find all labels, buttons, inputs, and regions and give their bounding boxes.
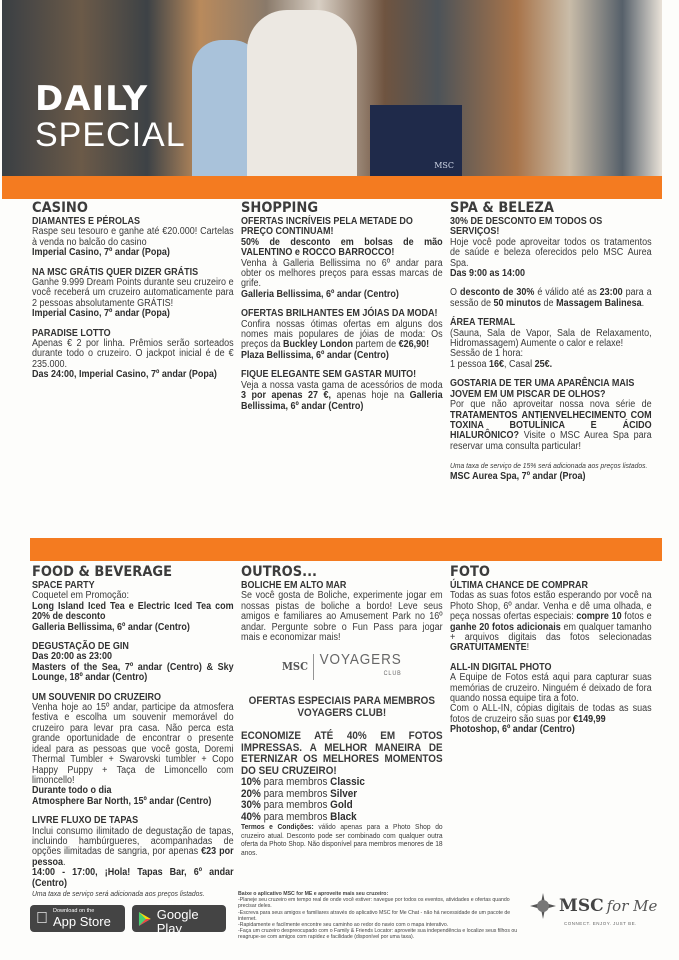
bold-segment: Massagem Balinesa: [556, 297, 642, 309]
text-segment: apenas hoje na: [331, 390, 410, 402]
text-segment: Sessão de 1 hora:: [450, 348, 524, 360]
text-segment: Confira nossas ótimas ofertas em alguns dos nomes mais populares de jóias de moda: Os preços da: [241, 318, 443, 351]
text-segment: Veja a nossa vasta gama de acessórios de moda: [241, 379, 443, 391]
offer-text: [241, 290, 443, 300]
offer-item: [450, 379, 652, 452]
offer-heading: OFERTAS INCRÍVEIS PELA METADE DO PREÇO CONTINUAM!: [241, 216, 413, 238]
offer-item: [450, 581, 652, 654]
bold-segment: Durante todo o dia: [32, 785, 112, 797]
section-outros: [241, 565, 443, 857]
hero-photo: [2, 0, 662, 176]
offer-heading: PARADISE LOTTO: [32, 327, 111, 339]
offer-item: [32, 268, 234, 320]
text-segment: Coquetel em Promoção:: [32, 590, 130, 602]
bold-segment: ganhe 20 fotos adicionais: [450, 621, 561, 633]
offer-heading: ALL-IN DIGITAL PHOTO: [450, 661, 552, 673]
tier-percent: 20%: [241, 787, 261, 800]
woman-figure: [247, 10, 357, 176]
app-info-title: Baixe o aplicativo MSC for ME e aproveite mais seu cruzeiro:: [238, 891, 389, 897]
tier-name: Classic: [330, 776, 365, 789]
text-segment: fotos e: [621, 611, 652, 623]
apple-icon: [36, 910, 48, 928]
bold-segment: compre 10: [576, 611, 622, 623]
offer-text: [450, 238, 652, 269]
offer-text: [450, 704, 652, 725]
terms-text: válido apenas para a Photo Shop do cruzeiro atual. Desconto pode ser combinado com qualquer outra oferta da Photo Shop. Não disponível para membros menores de 18 anos.: [241, 822, 443, 857]
section-title: SHOPPING: [241, 200, 319, 216]
title-special: SPECIAL: [35, 116, 186, 154]
offer-item: [241, 370, 443, 412]
bold-segment: Long Island Iced Tea e Electric Iced Tea com 20% de desconto: [32, 600, 234, 623]
orange-band-top: [2, 176, 662, 199]
offer-heading: DEGUSTAÇÃO DE GIN: [32, 641, 129, 653]
offer-item: [32, 329, 234, 381]
offer-text: [450, 472, 652, 482]
offer-item: [32, 642, 234, 684]
offer-heading: NA MSC GRÁTIS QUER DIZER GRÁTIS: [32, 266, 199, 278]
tier-percent: 40%: [241, 810, 261, 823]
logo-voyagers: [320, 653, 402, 681]
bag-brand: MSC: [434, 161, 454, 170]
tier-label: para membros: [263, 787, 328, 800]
offer-text: [450, 329, 652, 350]
msc-for-me-logo: [530, 893, 660, 926]
bold-segment: Galleria Bellissima, 6º andar (Centro): [241, 288, 399, 300]
section-title: FOOD & BEVERAGE: [32, 564, 173, 580]
offer-text: [450, 591, 652, 653]
bold-segment: GRATUITAMENTE: [450, 642, 527, 654]
text-segment: Inclui consumo ilimitado de degustação de tapas, incluindo hambúrgueres, acompanhadas de opções ilimitadas de sangria, por apenas: [32, 825, 234, 858]
section-title: OUTROS...: [241, 564, 318, 580]
text-segment: O: [450, 287, 460, 299]
bold-segment: 14:00 - 17:00, ¡Hola! Tapas Bar, 6º andar (Centro): [32, 867, 234, 889]
italic-note: Uma taxa de serviço será adicionada aos preços listados.: [32, 888, 205, 898]
bold-segment: Das 9:00 as 14:00: [450, 268, 526, 280]
text-segment: A Equipe de Fotos está aqui para capturar suas memórias de cruzeiro. Ninguém é deixado de fora quando nossa equipe tira a foto.: [450, 672, 652, 705]
bold-segment: €23 por pessoa: [32, 846, 234, 868]
tier-name: Silver: [330, 787, 358, 800]
offer-heading: DIAMANTES E PÉROLAS: [32, 216, 141, 227]
italic-note: Uma taxa de serviço de 15% será adicionada aos preços listados.: [450, 461, 648, 471]
bold-segment: 23:00: [599, 287, 623, 299]
text-segment: Apenas € 2 por linha. Prêmios serão sorteados durante todo o cruzeiro. O jackpot inicial é de € 235.000.: [32, 338, 234, 370]
offer-item: [32, 581, 234, 633]
bold-segment: Plaza Bellissima, 6º andar (Centro): [241, 349, 389, 361]
logo-club: CLUB: [383, 671, 402, 678]
text-segment: Se você gosta de Boliche, experimente jogar em nossas pistas de boliche a bordo! Leve seus amigos e familiares ao Amusement Park no 16º andar. Pergunte sobre o Fun Pass para jogar mais e economizar mais!: [241, 590, 443, 644]
offer-text: [32, 797, 234, 807]
offer-heading: BOLICHE EM ALTO MAR: [241, 580, 347, 591]
bold-segment: €149,99: [573, 713, 606, 725]
bold-segment: Das 20:00 as 23:00: [32, 651, 113, 663]
voyagers-club-logo: [241, 653, 443, 681]
app-info-line: -Escreva para seus amigos e familiares através do aplicativo MSC for Me Chat - não há necessidade de um pacote de internet.: [238, 909, 511, 922]
tier-name: Gold: [330, 799, 353, 812]
offer-text: [32, 663, 234, 684]
offer-item: [450, 663, 652, 736]
tier-percent: 10%: [241, 776, 261, 789]
section-title: SPA & BELEZA: [450, 200, 554, 216]
offer-heading: LIVRE FLUXO DE TAPAS: [32, 815, 139, 827]
google-play-button[interactable]: [132, 901, 226, 936]
bold-segment: 50 minutos: [493, 297, 542, 309]
text-segment: Venha à Galleria Bellissima no 6º andar para obter os melhores preços para essas marcas de grife.: [241, 257, 443, 290]
offer-item: [450, 217, 652, 279]
tier-label: para membros: [263, 776, 328, 789]
text-segment: 1 pessoa: [450, 358, 490, 370]
tier-percent: 30%: [241, 799, 261, 812]
bold-segment: Buckley London: [283, 339, 354, 351]
offer-text: [32, 827, 234, 869]
offer-item: [32, 816, 234, 899]
offer-text: [32, 227, 234, 248]
section-spa: [450, 201, 652, 491]
text-segment: Todas as suas fotos estão esperando por você na Photo Shop, 6º andar. Venha e dê uma olhada, e peça nossas ofertas especiais:: [450, 590, 652, 623]
logo-msc: MSC: [559, 896, 604, 916]
terms-label: Termos e Condições:: [241, 822, 314, 832]
app-store-button[interactable]: [30, 905, 125, 932]
offer-text: [32, 278, 234, 309]
bold-segment: Photoshop, 6º andar (Centro): [450, 724, 575, 736]
offer-text: [450, 269, 652, 279]
bold-segment: €26,90!: [398, 339, 430, 351]
offer-text: [241, 351, 443, 361]
text-segment: Raspe seu tesouro e ganhe até €20.000! Cartelas à venda no balcão do casino: [32, 226, 234, 248]
terms: [241, 823, 443, 857]
offer-text: [32, 370, 234, 380]
shopping-bag: [370, 105, 462, 176]
text-segment: em qualquer tamanho + arquivos digitais das fotos selecionadas: [450, 621, 652, 644]
google-play-large: Google Play: [156, 907, 199, 936]
app-store-large: App Store: [41, 914, 99, 929]
bold-segment: Atmosphere Bar North, 15º andar (Centro): [32, 795, 212, 807]
offer-text: [32, 868, 234, 889]
app-store-small: Download on the: [41, 908, 83, 914]
app-info-line: -Planeje seu cruzeiro em tempo real de onde você estiver: navegue por todos os eventos, atividades e ofertas quando precisar deles.: [238, 897, 510, 910]
section-title: CASINO: [32, 200, 88, 216]
offer-text: [241, 238, 443, 259]
text-segment: de: [541, 297, 557, 309]
section-casino: [32, 201, 234, 390]
offer-text: [241, 381, 443, 412]
offer-text: [450, 288, 652, 309]
offer-item: [241, 581, 443, 643]
offer-heading: FIQUE ELEGANTE SEM GASTAR MUITO!: [241, 369, 417, 381]
tier-label: para membros: [263, 799, 328, 812]
tier-name: Black: [330, 810, 357, 823]
tier-label: para membros: [263, 810, 328, 823]
offer-heading: UM SOUVENIR DO CRUZEIRO: [32, 691, 162, 703]
offer-text: [32, 602, 234, 623]
offer-text: [32, 623, 234, 633]
text-segment: Hoje você pode aproveitar todos os tratamentos de saúde e beleza oferecidos pelo MSC Aurea Spa.: [450, 236, 652, 269]
bold-segment: MSC Aurea Spa, 7º andar (Proa): [450, 470, 586, 482]
bold-segment: TRATAMENTOS ANTIENVELHECIMENTO COM TOXINA BOTULÍNICA E ÁCIDO HIALURÔNICO?: [450, 409, 652, 442]
section-shopping: [241, 201, 443, 421]
offer-text: [450, 360, 652, 370]
bold-segment: 50% de desconto em bolsas de mão VALENTINO e ROCCO BARROCCO!: [241, 236, 443, 259]
bold-segment: 25€.: [534, 358, 553, 370]
logo-voyagers-name: VOYAGERS: [319, 651, 402, 669]
text-segment: , Casal: [504, 358, 535, 370]
offer-item: [450, 318, 652, 370]
section-title: FOTO: [450, 564, 491, 580]
offer-item: [241, 309, 443, 361]
text-segment: (Sauna, Sala de Vapor, Sala de Relaxamento, Hidromassagem) Aumente o calor e relaxe!: [450, 327, 652, 350]
app-info-line: -Faça um cruzeiro despreocupado com o Family & Friends Locator: aproveite sua independência e localize seus filhos ou reagrupe-se com amigos com rapidez e facilidade (disponível por uma taxa).: [238, 928, 518, 941]
logo-tagline: CONNECT. ENJOY. JUST BE.: [564, 921, 637, 926]
text-segment: Com o ALL-IN, cópias digitais de todas as suas fotos de cruzeiro são suas por: [450, 703, 652, 725]
offer-text: [450, 725, 652, 735]
section-foto: [450, 565, 652, 745]
offer-text: [32, 703, 234, 786]
offer-text: [32, 339, 234, 370]
bold-segment: Galleria Bellissima, 6º andar (Centro): [32, 621, 190, 633]
offer-heading: ÚLTIMA CHANCE DE COMPRAR: [450, 580, 588, 591]
offer-text: [32, 889, 234, 899]
bold-segment: Masters of the Sea, 7º andar (Centro) & Sky Lounge, 18º andar (Centro): [32, 661, 234, 684]
voyagers-headline: ECONOMIZE ATÉ 40% EM FOTOS IMPRESSAS. A MELHOR MANEIRA DE ETERNIZAR OS MELHORES MOMENTOS DO SEU CRUZEIRO!: [241, 730, 443, 777]
offer-text: [450, 400, 652, 452]
text-segment: !: [526, 642, 530, 654]
offer-text: [32, 309, 234, 319]
bold-segment: Imperial Casino, 7º andar (Popa): [32, 247, 170, 259]
orange-band-middle: [30, 538, 662, 561]
offer-item: [241, 217, 443, 300]
offer-heading: SPACE PARTY: [32, 580, 95, 591]
offer-text: [241, 320, 443, 351]
offer-heading: GOSTARIA DE TER UMA APARÊNCIA MAIS JOVEM EM UM PISCAR DE OLHOS?: [450, 378, 635, 400]
logo-divider: [313, 654, 314, 680]
offer-item: [450, 461, 652, 482]
logo-msc: MSC: [281, 660, 308, 674]
voyagers-offer-title: OFERTAS ESPECIAIS PARA MEMBROS VOYAGERS CLUB!: [248, 695, 435, 720]
google-play-small: GET IT ON: [156, 901, 185, 907]
bold-segment: Galleria Bellissima, 6º andar (Centro): [241, 390, 443, 412]
offer-item: [32, 217, 234, 259]
offer-heading: ÁREA TERMAL: [450, 317, 516, 329]
bold-segment: Das 24:00, Imperial Casino, 7º andar (Popa): [32, 369, 217, 381]
logo-forme: for Me: [606, 897, 658, 915]
bold-segment: 16€: [489, 358, 505, 370]
text-segment: Venha hoje ao 15º andar, participe da atmosfera festiva e escolha um souvenir memorável do cruzeiro para levar pra casa. Não perca esta grande oportunidade de encontrar o presente ideal para as pessoas que você gosta, Doremi Thermal Tumbler + Swarovski tumbler + Copo Happy Puppy + Taça de Limoncello com limoncello!: [32, 702, 234, 786]
bold-segment: desconto de 30%: [459, 287, 535, 299]
offer-heading: OFERTAS BRILHANTES EM JÓIAS DA MODA!: [241, 308, 438, 320]
bold-segment: Imperial Casino, 7º andar (Popa): [32, 308, 170, 320]
app-info-line: -Rapidamente e facilmente encontre seu caminho ao redor do navio com o mapa interativo.: [238, 922, 449, 929]
text-segment: é válido até as: [534, 287, 600, 299]
text-segment: .: [641, 297, 645, 309]
text-segment: .: [63, 856, 66, 868]
title-daily: DAILY: [35, 79, 149, 119]
google-play-icon: [138, 911, 152, 927]
offer-item: [450, 288, 652, 309]
offer-text: [241, 591, 443, 643]
section-food-beverage: [32, 565, 234, 908]
app-info: [238, 891, 528, 941]
text-segment: partem de: [353, 339, 399, 351]
text-segment: para a sessão de: [450, 287, 652, 309]
offer-text: [241, 259, 443, 290]
msc-compass-icon: [530, 893, 556, 919]
offer-text: [32, 248, 234, 258]
offer-item: [32, 693, 234, 807]
offer-heading: 30% DE DESCONTO EM TODOS OS SERVIÇOS!: [450, 216, 603, 238]
offer-text: [450, 673, 652, 704]
text-segment: Visite o MSC Aurea Spa para reservar uma consulta particular!: [450, 430, 652, 452]
text-segment: Ganhe 9.999 Dream Points durante seu cruzeiro e você receberá um cruzeiro automaticamente para 2 pessoas absolutamente GRÁTIS!: [32, 277, 234, 309]
bold-segment: 3 por apenas 27 €,: [241, 390, 332, 402]
text-segment: Por que não aproveitar nossa nova série de: [450, 399, 652, 411]
